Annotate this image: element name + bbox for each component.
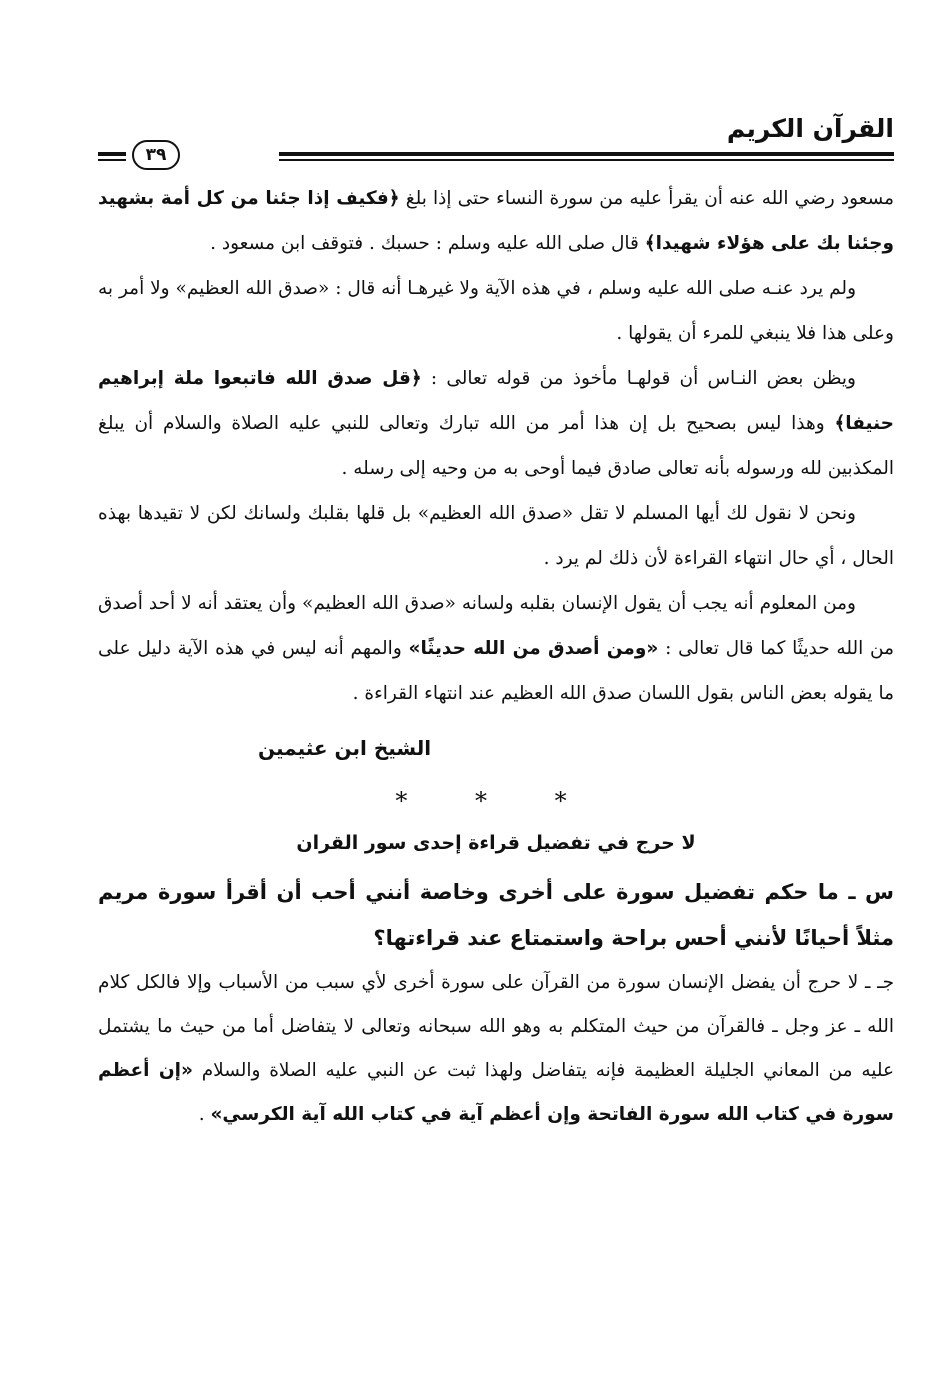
page	[98, 0, 894, 1381]
paragraph-1-text-b: قال صلى الله عليه وسلم : حسبك . فتوقف ابن مسعود .	[210, 233, 645, 254]
answer-text-b: .	[198, 1104, 211, 1125]
page-header	[98, 104, 894, 170]
answer-paragraph	[98, 961, 894, 1137]
paragraph-1	[98, 176, 894, 266]
question-paragraph: س ـ ما حكم تفضيل سورة على أخرى وخاصة أنني أحب أن أقرأ سورة مريم مثلاً أحيانًا لأنني أحس براحة واستمتاع عند قراءتها؟	[98, 880, 894, 950]
paragraph-2: ولم يرد عنـه صلى الله عليه وسلم ، في هذه الآية ولا غيرهـا أنه قال : «صدق الله العظيم» ولا أمر به وعلى هذا فلا ينبغي للمرء أن يقولها .	[98, 278, 894, 344]
paragraph-5-text-b: والمهم أنه ليس في هذه الآية دليل على ما يقوله بعض الناس بقول اللسان صدق الله العظيم عند انتهاء القراءة .	[98, 638, 894, 704]
paragraph-3-text-b: وهذا ليس بصحيح بل إن هذا أمر من الله تبارك وتعالى للنبي عليه الصلاة والسلام أن يبلغ المكذبين لله ورسوله بأنه تعالى صادق فيما أوحى به من وحيه إلى رسله .	[98, 413, 894, 479]
paragraph-5	[98, 581, 894, 716]
paragraph-1-quote: ﴿فكيف إذا جئنا من كل أمة بشهيد وجئنا بك على هؤلاء شهيدا﴾	[98, 188, 894, 254]
paragraph-3	[98, 356, 894, 491]
header-rule-right	[279, 152, 894, 156]
paragraph-3-text-a: ويظن بعض النـاس أن قولهـا مأخوذ من قوله تعالى :	[421, 368, 856, 389]
paragraph-3-quote: ﴿قل صدق الله فاتبعوا ملة إبراهيم حنيفا﴾	[98, 368, 894, 434]
page-number: ٣٩	[132, 140, 180, 170]
paragraph-4: ونحن لا نقول لك أيها المسلم لا تقل «صدق الله العظيم» بل قلها بقلبك ولسانك لكن لا تقيدها بهذه الحال ، أي حال انتهاء القراءة لأن ذلك لم يرد .	[98, 503, 894, 569]
paragraph-5-quote: «ومن أصدق من الله حديثًا»	[408, 638, 659, 659]
answer-text-a: جـ ـ لا حرج أن يفضل الإنسان سورة من القرآن على سورة أخرى لأي سبب من الأسباب وإلا فالكل كلام الله ـ عز وجل ـ فالقرآن من حيث المتكلم به وهو الله سبحانه وتعالى لا يتفاضل أما من حيث ما يشتمل عليه من المعاني الجليلة العظيمة فإنه يتفاضل ولهذا ثبت عن النبي عليه الصلاة والسلام	[98, 972, 894, 1081]
book-title: القرآن الكريم	[726, 114, 894, 143]
answer-quote: «إن أعظم سورة في كتاب الله سورة الفاتحة وإن أعظم آية في كتاب الله آية الكرسي»	[98, 1060, 894, 1125]
header-rule-left	[98, 152, 126, 156]
section-title: لا حرج في تفضيل قراءة إحدى سور القران	[296, 832, 696, 854]
section-separator: * * *	[395, 787, 597, 815]
paragraph-5-text-a: ومن المعلوم أنه يجب أن يقول الإنسان بقلبه ولسانه «صدق الله العظيم» وأن يعتقد أنه لا أحد أصدق من الله حديثًا كما قال تعالى :	[98, 593, 894, 659]
page-content	[98, 176, 894, 1137]
paragraph-1-text-a: مسعود رضي الله عنه أن يقرأ عليه من سورة النساء حتى إذا بلغ	[399, 188, 894, 209]
author-signature: الشيخ ابن عثيمين	[258, 736, 432, 760]
